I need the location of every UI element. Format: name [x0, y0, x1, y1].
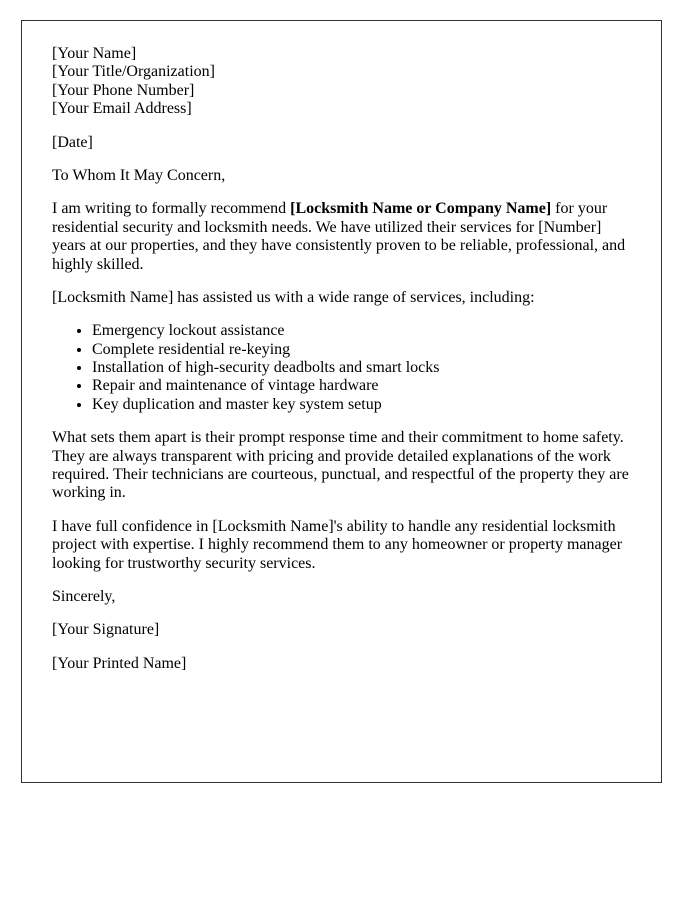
- letter-date: [Date]: [52, 133, 93, 151]
- salutation: To Whom It May Concern,: [52, 166, 226, 184]
- locksmith-name-placeholder: [Locksmith Name or Company Name]: [290, 200, 552, 218]
- signature-placeholder: [Your Signature]: [52, 621, 160, 639]
- sender-name: [Your Name]: [52, 45, 137, 62]
- list-item: • Installation of high-security deadbolts and smart locks: [92, 359, 631, 377]
- services-list: [52, 322, 631, 414]
- qualities-paragraph: What sets them apart is their prompt response time and their commitment to home safety. They are always transparent with pricing and provide detailed explanations of the work required. Their technicians are courteous, punctual, and respectful of the property they are working in.: [52, 429, 629, 502]
- letter-page: [21, 20, 662, 783]
- intro-text-before: I am writing to formally recommend: [52, 200, 291, 218]
- list-item: • Complete residential re-keying: [92, 341, 631, 359]
- list-item: • Key duplication and master key system setup: [92, 396, 631, 414]
- sender-email-address: [Your Email Address]: [52, 100, 192, 118]
- closing: Sincerely,: [52, 587, 116, 605]
- sender-phone-number: [Your Phone Number]: [52, 81, 195, 99]
- list-item: • Emergency lockout assistance: [92, 322, 631, 340]
- services-intro: [Locksmith Name] has assisted us with a wide range of services, including:: [52, 288, 535, 306]
- printed-name-placeholder: [Your Printed Name]: [52, 654, 187, 672]
- sender-contact-block: [52, 45, 631, 119]
- confidence-paragraph: I have full confidence in [Locksmith Name]'s ability to handle any residential locksmith project with expertise. I highly recommend them to any homeowner or property manager looking for trustworthy security services.: [52, 517, 623, 572]
- intro-text-after: for your residential security and locksmith needs. We have utilized their services for [Number] years at our properties, and they have consistently proven to be reliable, professional, and highly skilled.: [52, 200, 626, 273]
- intro-paragraph: [52, 200, 631, 274]
- sender-title-organization: [Your Title/Organization]: [52, 63, 215, 81]
- list-item: • Repair and maintenance of vintage hardware: [92, 377, 631, 395]
